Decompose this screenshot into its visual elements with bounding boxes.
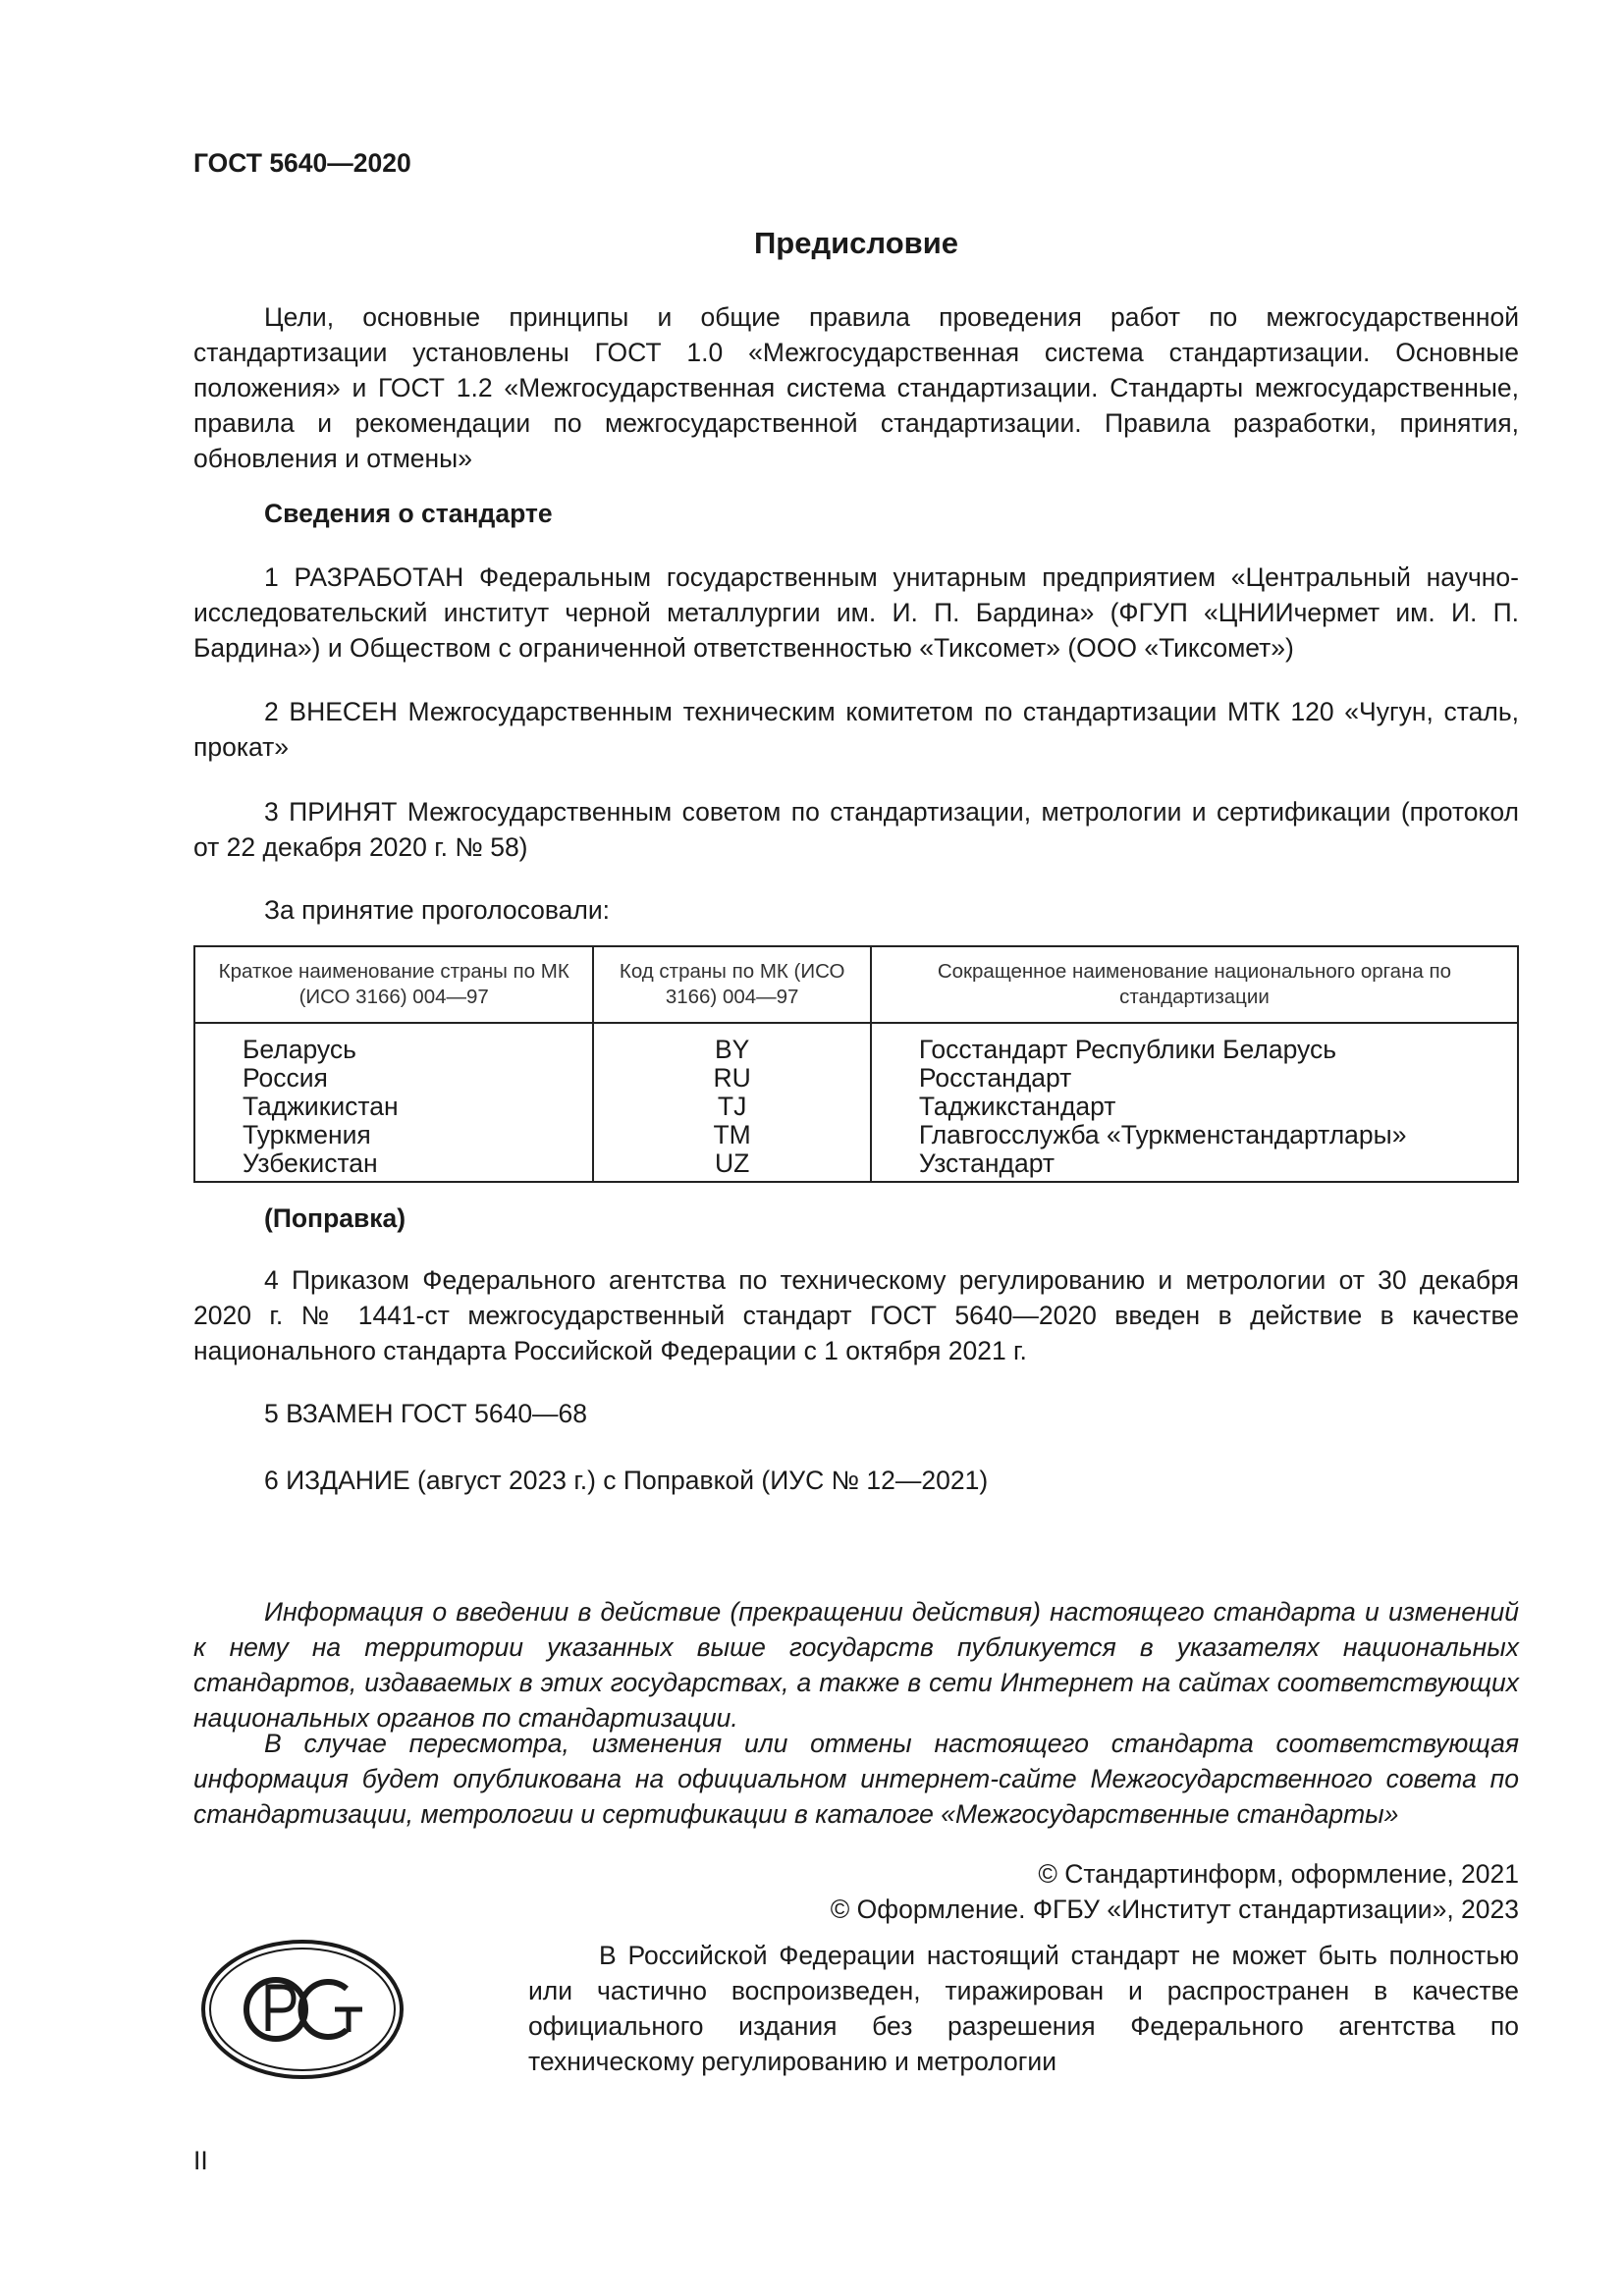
info-paragraph-1: Информация о введении в действие (прекращении действия) настоящего стандарта и изменений к нему на территории указанных выше государств публикуется в указателях национальных стандартов, издаваемых в этих государствах, а также в сети Интернет на сайтах соответствующих национальных органов по стандартизации. bbox=[193, 1597, 1519, 1733]
table-cell: Узстандарт bbox=[918, 1148, 1056, 1178]
info-heading: Сведения о стандарте bbox=[264, 499, 553, 528]
copyright-line-1: © Стандартинформ, оформление, 2021 bbox=[1038, 1859, 1519, 1889]
column-header-code: Код страны по МК (ИСО 3166) 004—97 bbox=[593, 946, 870, 1023]
table-cell: Главгосслужба «Туркменстандартлары» bbox=[918, 1120, 1407, 1149]
intro-paragraph: Цели, основные принципы и общие правила проведения работ по межгосударственной стандартизации установлены ГОСТ 1.0 «Межгосударственная система стандартизации. Основные положения» и ГОСТ 1.2 «Межгосударственная система стандартизации. Стандарты межгосударственные, правила и рекомендации по межгосударственной стандартизации. Правила разработки, принятия, обновления и отмены» bbox=[193, 302, 1519, 473]
table-header-row bbox=[194, 946, 1518, 1023]
body-column bbox=[871, 1023, 1518, 1182]
country-column bbox=[194, 1023, 593, 1182]
table-cell: Росстандарт bbox=[918, 1063, 1072, 1093]
document-code: ГОСТ 5640—2020 bbox=[193, 148, 411, 178]
voting-table bbox=[193, 945, 1519, 1183]
table-cell: Таджикстандарт bbox=[918, 1092, 1116, 1121]
table-cell: TJ bbox=[717, 1092, 747, 1121]
table-cell: Беларусь bbox=[243, 1035, 356, 1064]
page-number: II bbox=[193, 2146, 208, 2175]
table-cell: Узбекистан bbox=[243, 1148, 378, 1178]
item-1-paragraph: 1 РАЗРАБОТАН Федеральным государственным унитарным предприятием «Центральный научно-исследовательский институт черной металлургии им. И. П. Бардина» (ФГУП «ЦНИИчермет им. И. П. Бардина») и Обществом с ограниченной ответственностью «Тиксомет» (ООО «Тиксомет») bbox=[193, 562, 1519, 663]
item-3-paragraph: 3 ПРИНЯТ Межгосударственным советом по стандартизации, метрологии и сертификации (протокол от 22 декабря 2020 г. № 58) bbox=[193, 797, 1519, 862]
column-header-body: Сокращенное наименование национального органа по стандартизации bbox=[871, 946, 1518, 1023]
table-cell: Россия bbox=[243, 1063, 328, 1093]
document-page bbox=[193, 0, 1519, 2296]
item-5-paragraph: 5 ВЗАМЕН ГОСТ 5640—68 bbox=[264, 1399, 588, 1428]
table-cell: UZ bbox=[714, 1148, 750, 1178]
amendment-note: (Поправка) bbox=[264, 1203, 406, 1233]
table-cell: Таджикистан bbox=[243, 1092, 399, 1121]
item-4-paragraph: 4 Приказом Федерального агентства по техническому регулированию и метрологии от 30 декабря 2020 г. № 1441-ст межгосударственный стандарт ГОСТ 5640—2020 введен в действие в качестве национального стандарта Российской Федерации с 1 октября 2021 г. bbox=[193, 1265, 1519, 1365]
table-cell: TM bbox=[713, 1120, 751, 1149]
table-cell: Госстандарт Республики Беларусь bbox=[918, 1035, 1337, 1064]
item-2-paragraph: 2 ВНЕСЕН Межгосударственным техническим комитетом по стандартизации МТК 120 «Чугун, сталь, прокат» bbox=[193, 697, 1519, 762]
table-cell: RU bbox=[713, 1063, 751, 1093]
page-title: Предисловие bbox=[753, 226, 958, 260]
table-cell: Туркмения bbox=[243, 1120, 371, 1149]
rf-reproduction-notice: В Российской Федерации настоящий стандарт не может быть полностью или частично воспроизведен, тиражирован и распространен в качестве официального издания без разрешения Федерального агентства по техническому регулированию и метрологии bbox=[528, 1941, 1519, 2076]
code-column bbox=[593, 1023, 870, 1182]
rst-certification-mark-icon bbox=[199, 1938, 406, 2081]
item-6-paragraph: 6 ИЗДАНИЕ (август 2023 г.) с Поправкой (ИУС № 12—2021) bbox=[264, 1466, 989, 1495]
table-body-row bbox=[194, 1023, 1518, 1182]
column-header-country: Краткое наименование страны по МК (ИСО 3166) 004—97 bbox=[194, 946, 593, 1023]
table-cell: BY bbox=[714, 1035, 750, 1064]
voted-label: За принятие проголосовали: bbox=[264, 895, 611, 925]
copyright-line-2: © Оформление. ФГБУ «Институт стандартизации», 2023 bbox=[830, 1895, 1519, 1924]
info-paragraph-2: В случае пересмотра, изменения или отмены настоящего стандарта соответствующая информация будет опубликована на официальном интернет-сайте Межгосударственного совета по стандартизации, метрологии и сертификации в каталоге «Межгосударственные стандарты» bbox=[193, 1729, 1519, 1829]
